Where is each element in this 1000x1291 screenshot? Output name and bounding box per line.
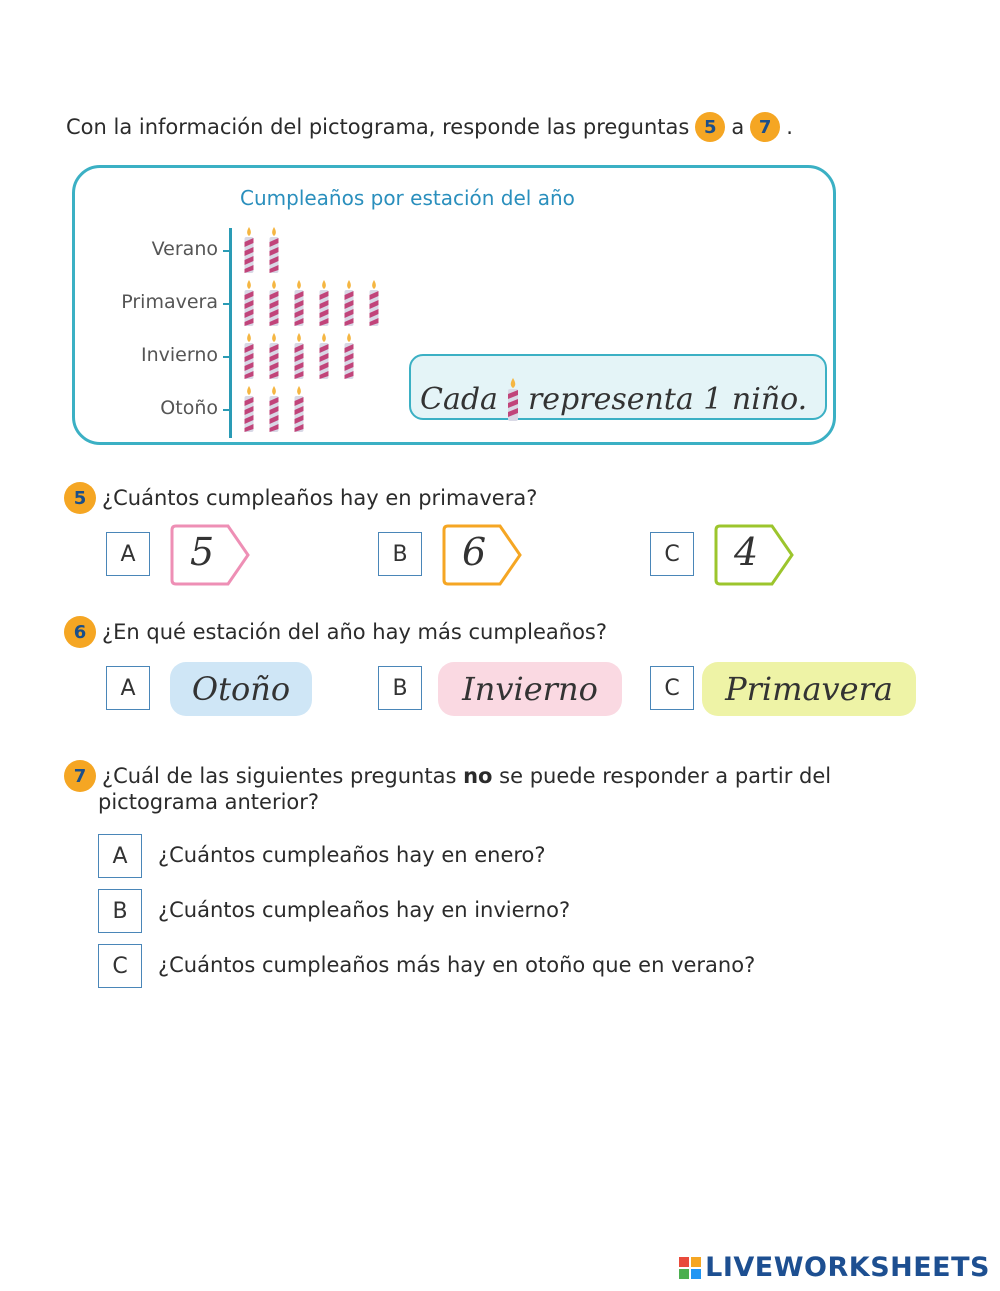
q5-option-value: 4 [734, 530, 759, 574]
axis-tick [223, 250, 231, 252]
badge-7: 7 [750, 112, 780, 142]
q7-option-text: ¿Cuántos cumpleaños hay en enero? [158, 843, 546, 867]
legend-after: representa 1 niño. [527, 381, 808, 417]
candle-icon [504, 376, 522, 422]
badge-5: 5 [695, 112, 725, 142]
candle-icon [242, 332, 256, 380]
liveworksheets-logo-icon [679, 1257, 701, 1279]
q6-option-letter[interactable]: B [378, 666, 422, 710]
footer-brand: LIVEWORKSHEETS [705, 1252, 990, 1283]
chart-axis [229, 228, 232, 438]
intro-line [66, 112, 793, 142]
candle-icon [267, 279, 281, 327]
question-5 [64, 482, 537, 514]
question-6-text: ¿En qué estación del año hay más cumpleaños? [102, 620, 608, 644]
row-label: Invierno [140, 344, 218, 366]
q6-option-letter[interactable]: C [650, 666, 694, 710]
intro-connector: a [731, 115, 745, 139]
q6-option-value[interactable]: Primavera [702, 662, 916, 716]
q5-option-letter[interactable]: B [378, 532, 422, 576]
candle-icon [317, 279, 331, 327]
q6-option-value[interactable]: Invierno [438, 662, 622, 716]
legend-before: Cada [420, 381, 498, 417]
candle-icon [367, 279, 381, 327]
badge-q6: 6 [64, 616, 96, 648]
q7-option-letter[interactable]: A [98, 834, 142, 878]
q7-option-letter[interactable]: B [98, 889, 142, 933]
q6-option-letter[interactable]: A [106, 666, 150, 710]
badge-q7: 7 [64, 760, 96, 792]
row-label: Primavera [121, 291, 218, 313]
q7-text-before: ¿Cuál de las siguientes preguntas [102, 764, 457, 788]
axis-tick [223, 409, 231, 411]
q7-option-text: ¿Cuántos cumpleaños más hay en otoño que en verano? [158, 953, 756, 977]
intro-end: . [786, 115, 793, 139]
candle-icon [342, 332, 356, 380]
candle-icon [267, 332, 281, 380]
axis-tick [223, 356, 231, 358]
candle-icon [317, 332, 331, 380]
question-7 [64, 760, 831, 792]
q7-option-letter[interactable]: C [98, 944, 142, 988]
chart-title: Cumpleaños por estación del año [240, 186, 575, 210]
question-5-text: ¿Cuántos cumpleaños hay en primavera? [102, 486, 538, 510]
badge-q5: 5 [64, 482, 96, 514]
question-7-text [102, 764, 831, 788]
q7-text-after: se puede responder a partir del [499, 764, 832, 788]
q5-option-letter[interactable]: A [106, 532, 150, 576]
q7-text-bold: no [463, 764, 493, 788]
question-7-line2: pictograma anterior? [98, 790, 320, 814]
candle-icon [242, 226, 256, 274]
candle-icon [292, 385, 306, 433]
q7-option-text: ¿Cuántos cumpleaños hay en invierno? [158, 898, 571, 922]
q5-option-letter[interactable]: C [650, 532, 694, 576]
candle-icon [242, 385, 256, 433]
row-label: Otoño [160, 397, 218, 419]
q6-option-value[interactable]: Otoño [170, 662, 312, 716]
candle-icon [267, 385, 281, 433]
question-6 [64, 616, 607, 648]
candle-icon [242, 279, 256, 327]
candle-icon [292, 332, 306, 380]
row-label: Verano [151, 238, 218, 260]
candle-icon [292, 279, 306, 327]
footer-logo[interactable] [679, 1252, 990, 1283]
q5-option-value: 5 [190, 530, 215, 574]
candle-icon [342, 279, 356, 327]
legend-text [420, 376, 807, 422]
candle-icon [267, 226, 281, 274]
q5-option-value: 6 [462, 530, 487, 574]
intro-text: Con la información del pictograma, responde las preguntas [66, 115, 690, 139]
axis-tick [223, 303, 231, 305]
